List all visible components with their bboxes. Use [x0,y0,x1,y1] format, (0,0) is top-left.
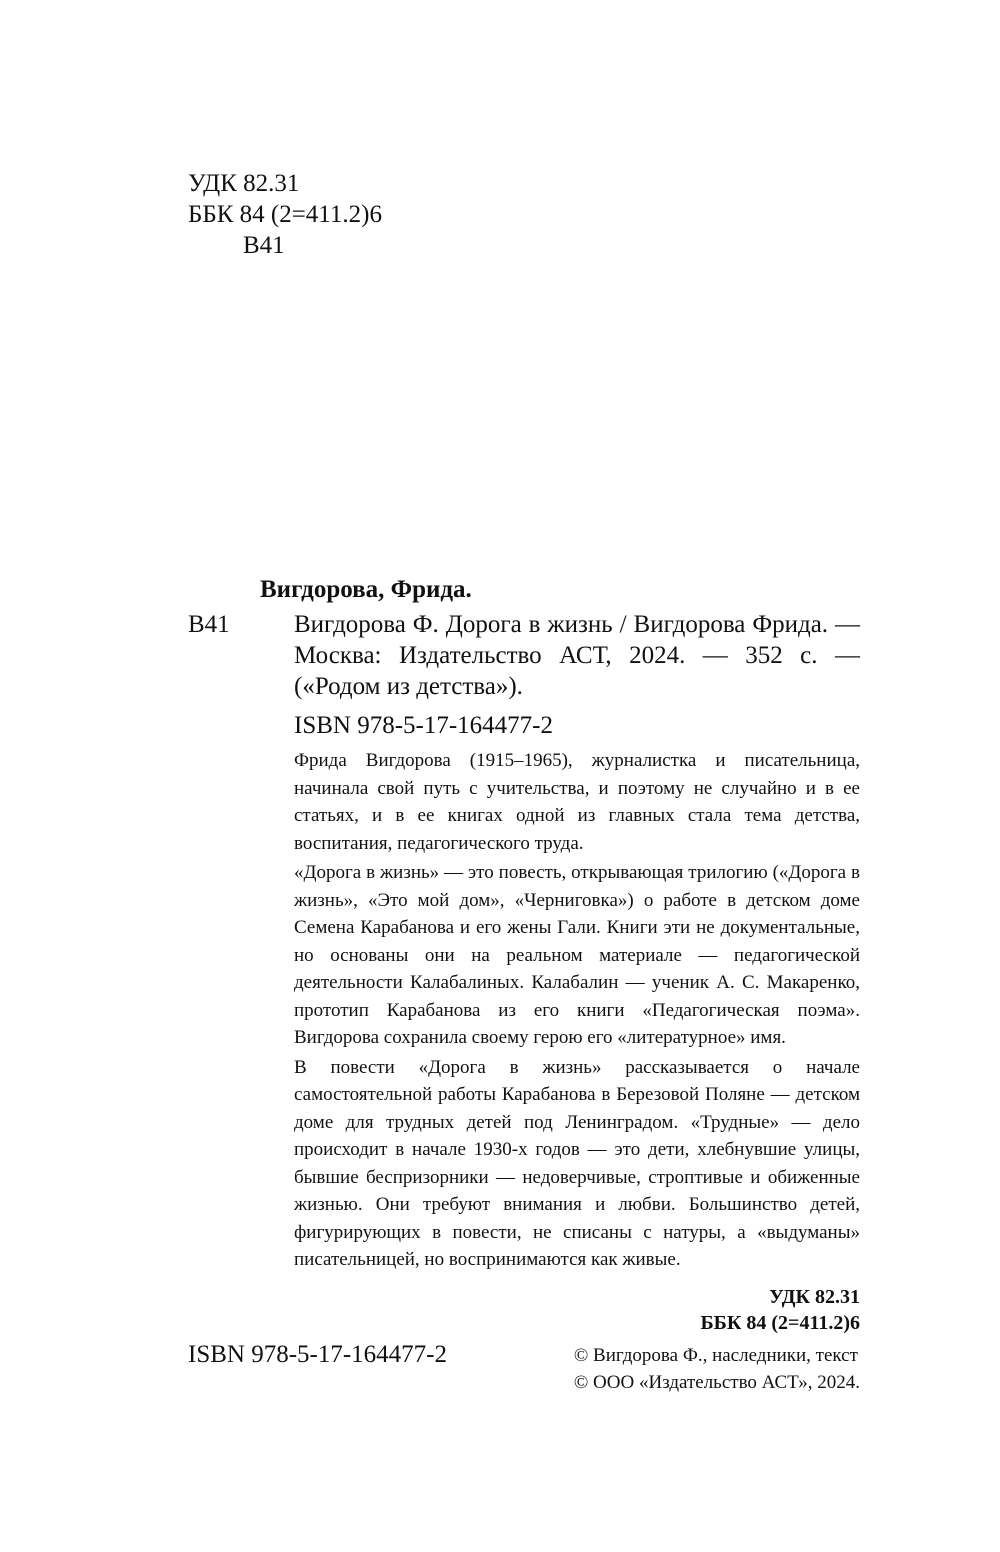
annotation-paragraph: «Дорога в жизнь» — это повесть, открывающая трилогию («Дорога в жизнь», «Это мой дом», «Черниговка») о работе в детском доме Семена Карабанова и его жены Гали. Книги эти не документальные, но основаны они на реальном материале — педагогической деятельности Калабалиных. Калабалин — ученик А. С. Макаренко, прототип Карабанова из его книги «Педагогическая поэма». Вигдорова сохранила своему герою его «литературное» имя. [294,862,860,1048]
annotation-paragraph: Фрида Вигдорова (1915–1965), журналистка и писательница, начинала свой путь с учительства, и поэтому не случайно и в ее статьях, и в ее книгах одной из главных стала тема детства, воспитания, педагогического труда. [294,750,860,854]
catalog-record [188,575,860,1336]
bottom-classification-block [188,1284,860,1336]
copyright-block [574,1342,860,1396]
annotation [294,747,860,1274]
copyright-publisher: © ООО «Издательство АСТ», 2024. [573,1372,860,1393]
author-mark: В41 [243,232,285,259]
record-udk: УДК 82.31 [769,1285,860,1308]
footer-isbn: ISBN 978-5-17-164477-2 [188,1341,448,1368]
bibliographic-row [188,609,860,702]
copyright-text: © Вигдорова Ф., наследники, текст [573,1345,858,1366]
udk-code: УДК 82.31 [188,170,300,197]
annotation-paragraph: В повести «Дорога в жизнь» рассказывается о начале самостоятельной работы Карабанова в Березовой Поляне — детском доме для трудных детей под Ленинградом. «Трудные» — дело происходит в начале 1930-х годов — это дети, хлебнувшие улицы, бывшие беспризорники — недоверчивые, строптивые и обиженные жизнью. Они требуют внимания и любви. Большинство детей, фигурирующих в повести, не списаны с натуры, а «выдуманы» писательницей, но воспринимаются как живые. [294,1056,860,1270]
bbk-code: ББК 84 (2=411.2)6 [188,201,382,228]
record-bbk: ББК 84 (2=411.2)6 [700,1311,860,1334]
top-classification-block [188,168,382,261]
author-heading: Вигдорова, Фрида. [260,576,472,603]
record-author-mark: В41 [188,611,230,638]
record-isbn: ISBN 978-5-17-164477-2 [294,712,554,739]
bibliographic-description: Вигдорова Ф. Дорога в жизнь / Вигдорова Фрида. — Москва: Издательство АСТ, 2024. — 352 с. — («Родом из детства»). [294,611,860,700]
